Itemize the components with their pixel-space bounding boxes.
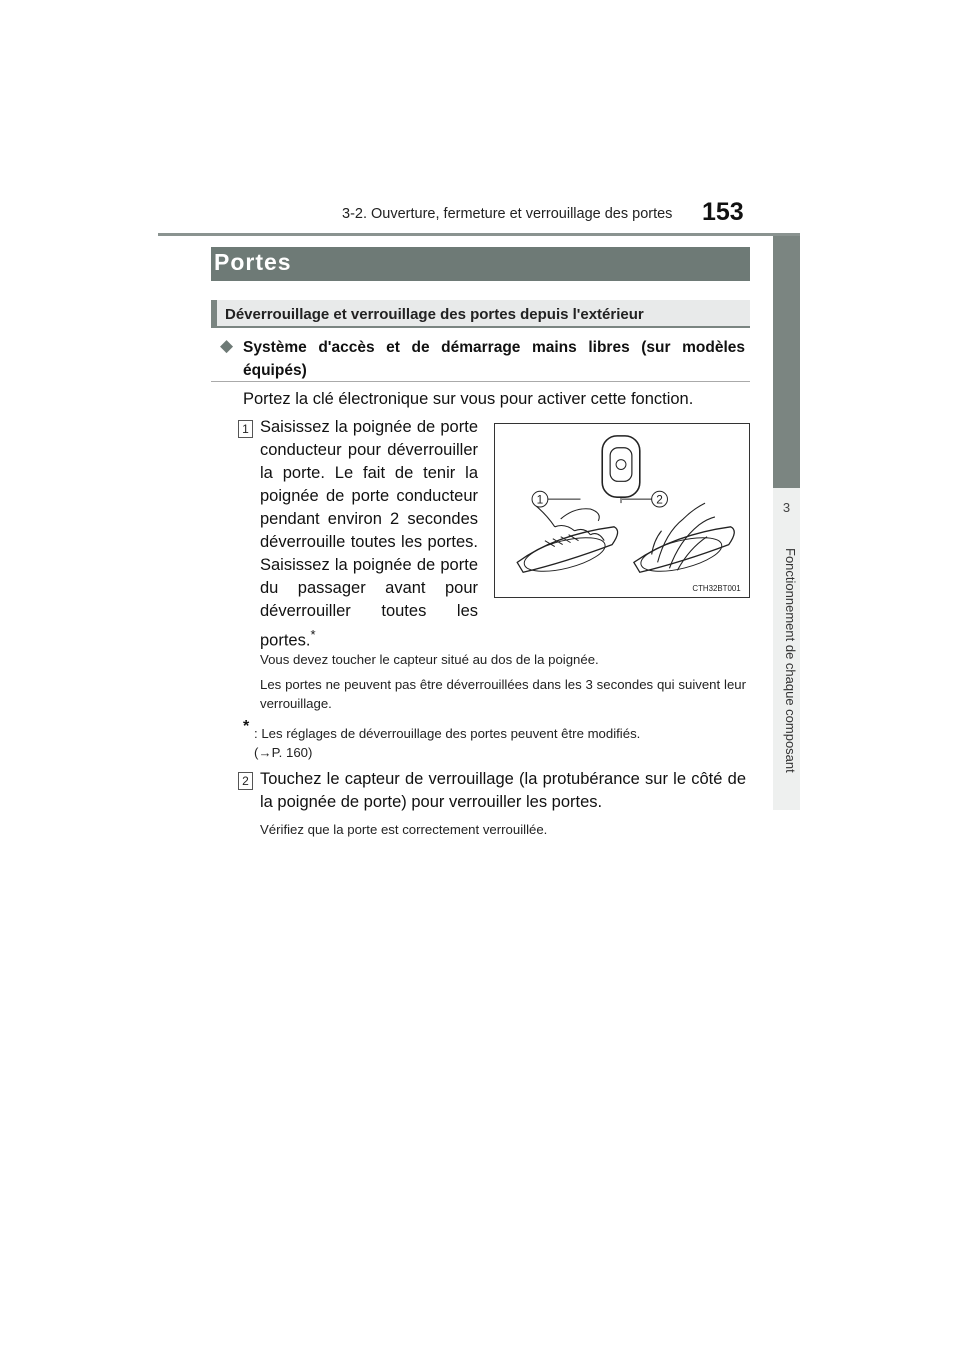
title-bar bbox=[211, 247, 750, 281]
step-number-2: 2 bbox=[238, 772, 253, 790]
door-handle-illustration bbox=[494, 423, 750, 598]
diamond-bullet-icon: ◆ bbox=[220, 336, 234, 355]
page-title: Portes bbox=[214, 249, 292, 275]
section-heading: Système d'accès et de démarrage mains libres (sur modèles équipés) bbox=[243, 339, 745, 379]
running-header: 3-2. Ouverture, fermeture et verrouillage des portes bbox=[342, 206, 673, 222]
left-door-handle bbox=[517, 505, 617, 578]
step-1-note-2: Les portes ne peuvent pas être déverrouillées dans les 3 secondes qui suivent leur verrouillage. bbox=[260, 677, 746, 711]
header-rule bbox=[158, 233, 800, 236]
step-1-text bbox=[260, 416, 478, 653]
step-2-note-1: Vérifiez que la porte est correctement verrouillée. bbox=[260, 822, 548, 837]
right-door-handle bbox=[634, 503, 734, 578]
illustration-svg bbox=[495, 424, 749, 597]
footnote-body: : Les réglages de déverrouillage des portes peuvent être modifiés. bbox=[254, 726, 641, 741]
heading-rule bbox=[211, 381, 750, 382]
chapter-title: Fonctionnement de chaque composant bbox=[783, 548, 798, 773]
footnote-star: * bbox=[243, 718, 250, 735]
step-2-text: Touchez le capteur de verrouillage (la protubérance sur le côté de la poignée de porte) pour verrouiller les portes. bbox=[260, 770, 746, 811]
chapter-number: 3 bbox=[782, 500, 791, 515]
step-number-1: 1 bbox=[238, 420, 253, 438]
step-1-note-1: Vous devez toucher le capteur situé au dos de la poignée. bbox=[260, 652, 599, 667]
callout-1-label: 1 bbox=[536, 492, 544, 507]
footnote-ref-link[interactable]: (→P. 160) bbox=[254, 745, 313, 760]
intro-paragraph: Portez la clé électronique sur vous pour activer cette fonction. bbox=[243, 390, 694, 408]
illustration-code: CTH32BT001 bbox=[692, 584, 741, 594]
footnote-text bbox=[254, 724, 734, 762]
footnote-marker: * bbox=[310, 627, 316, 642]
callout-1 bbox=[532, 491, 580, 507]
subtitle: Déverrouillage et verrouillage des portes depuis l'extérieur bbox=[225, 306, 644, 323]
subtitle-accent bbox=[211, 300, 217, 328]
callout-2-label: 2 bbox=[656, 492, 663, 507]
step-1-body: Saisissez la poignée de porte conducteur pour déverrouiller la porte. Le fait de tenir la poignée de porte conducteur pendant environ 2 secondes déverrouille toutes les portes. Saisissez la poignée de porte du passager avant pour déverrouiller toutes les portes. bbox=[260, 418, 478, 650]
page-number: 153 bbox=[702, 198, 744, 226]
key-fob-icon bbox=[602, 436, 640, 503]
